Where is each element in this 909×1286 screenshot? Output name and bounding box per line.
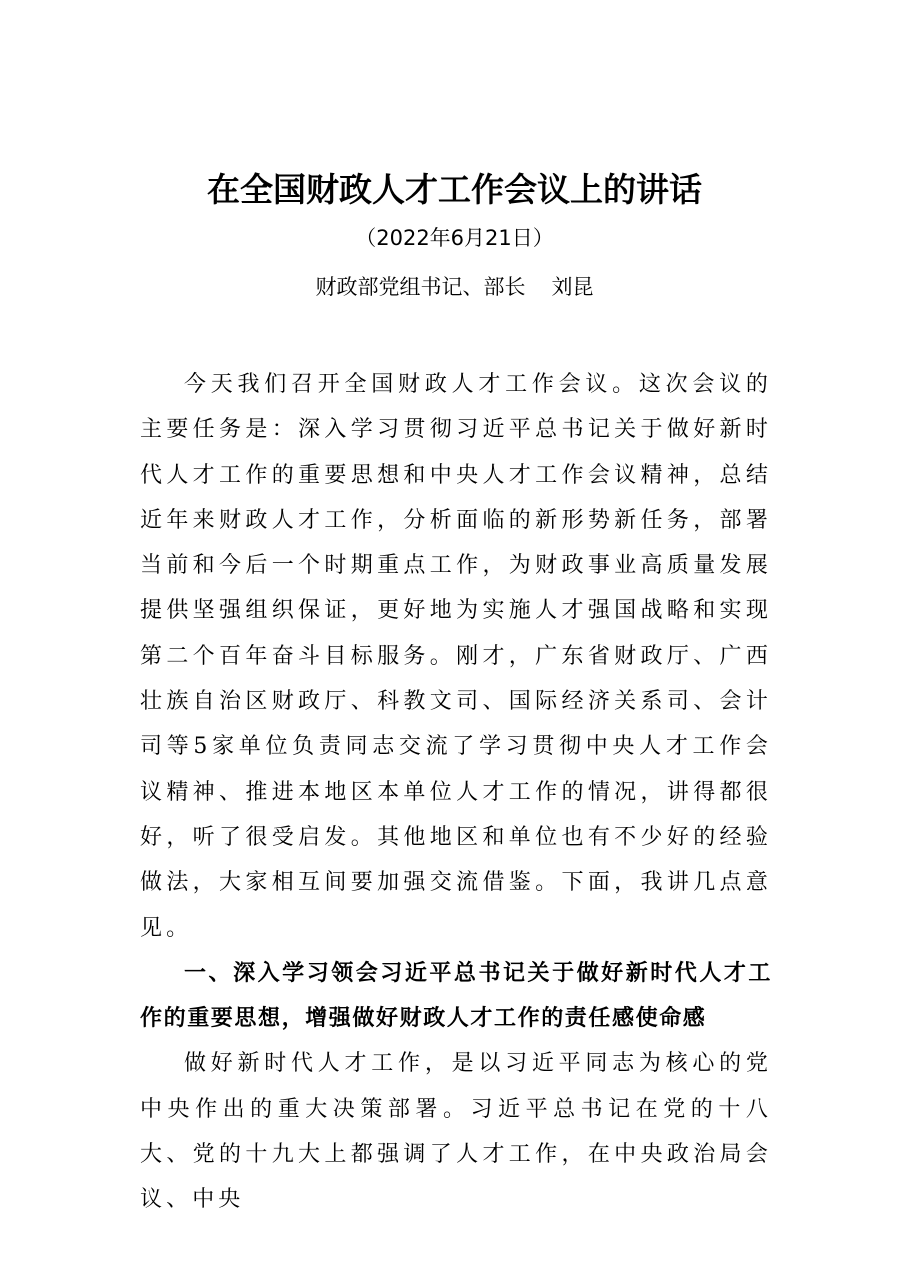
author-position: 财政部党组书记、部长 (315, 275, 526, 299)
document-title: 在全国财政人才工作会议上的讲话 (207, 170, 702, 209)
section-heading: 一、深入学习领会习近平总书记关于做好新时代人才工作的重要思想，增强做好财政人才工作的责任感使命感 (140, 960, 772, 1032)
body-paragraph: 今天我们召开全国财政人才工作会议。这次会议的主要任务是：深入学习贯彻习近平总书记关于做好新时代人才工作的重要思想和中央人才工作会议精神，总结近年来财政人才工作，分析面临的新形势新任务，部署当前和今后一个时期重点工作，为财政事业高质量发展提供坚强组织保证，更好地为实施人才强国战略和实现第二个百年奋斗目标服务。刚才，广东省财政厅、广西壮族自治区财政厅、科教文司、国际经济关系司、会计司等5家单位负责同志交流了学习贯彻中央人才工作会议精神、推进本地区本单位人才工作的情况，讲得都很好，听了很受启发。其他地区和单位也有不少好的经验做法，大家相互间要加强交流借鉴。下面，我讲几点意见。 (140, 372, 772, 941)
author-line (0, 272, 909, 302)
body-paragraph: 做好新时代人才工作，是以习近平同志为核心的党中央作出的重大决策部署。习近平总书记在党的十八大、党的十九大上都强调了人才工作，在中央政治局会议、中央 (140, 1051, 772, 1213)
speech-date: （2022年6月21日） (355, 226, 554, 250)
document-body (140, 362, 772, 1223)
author-name: 刘昆 (551, 275, 594, 299)
